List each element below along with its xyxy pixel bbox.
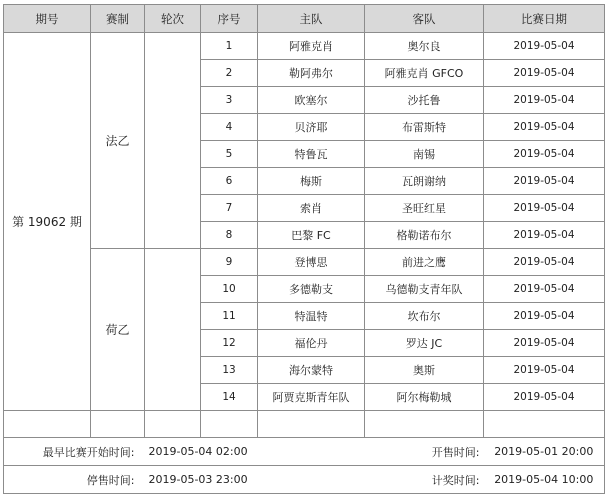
blank-cell — [258, 411, 365, 438]
match-number: 10 — [201, 276, 258, 303]
blank-cell — [91, 411, 145, 438]
match-date: 2019-05-04 — [484, 249, 605, 276]
sale-start-label: 开售时间: — [365, 438, 484, 466]
match-date: 2019-05-04 — [484, 330, 605, 357]
header-round: 轮次 — [145, 5, 201, 33]
table-row — [4, 33, 605, 60]
away-team: 阿雅克肖 GFCO — [365, 60, 484, 87]
match-date: 2019-05-04 — [484, 357, 605, 384]
award-label: 计奖时间: — [365, 466, 484, 494]
blank-row — [4, 411, 605, 438]
match-number: 8 — [201, 222, 258, 249]
match-number: 13 — [201, 357, 258, 384]
match-date: 2019-05-04 — [484, 141, 605, 168]
round-cell — [145, 249, 201, 411]
blank-cell — [201, 411, 258, 438]
away-team: 沙托鲁 — [365, 87, 484, 114]
period-cell: 第 19062 期 — [4, 33, 91, 411]
sale-stop-value: 2019-05-03 23:00 — [145, 466, 258, 494]
home-team: 特鲁瓦 — [258, 141, 365, 168]
blank-cell — [484, 411, 605, 438]
match-number: 5 — [201, 141, 258, 168]
away-team: 布雷斯特 — [365, 114, 484, 141]
footer-spacer — [258, 466, 365, 494]
round-cell — [145, 33, 201, 249]
home-team: 索肖 — [258, 195, 365, 222]
match-number: 11 — [201, 303, 258, 330]
footer-row-1 — [4, 438, 605, 466]
header-match-date: 比赛日期 — [484, 5, 605, 33]
home-team: 登博思 — [258, 249, 365, 276]
header-away-team: 客队 — [365, 5, 484, 33]
match-date: 2019-05-04 — [484, 33, 605, 60]
home-team: 多德勒支 — [258, 276, 365, 303]
home-team: 巴黎 FC — [258, 222, 365, 249]
match-date: 2019-05-04 — [484, 303, 605, 330]
match-number: 6 — [201, 168, 258, 195]
header-league: 赛制 — [91, 5, 145, 33]
header-number: 序号 — [201, 5, 258, 33]
home-team: 贝济耶 — [258, 114, 365, 141]
match-date: 2019-05-04 — [484, 114, 605, 141]
blank-cell — [145, 411, 201, 438]
footer-row-2 — [4, 466, 605, 494]
match-number: 12 — [201, 330, 258, 357]
match-date: 2019-05-04 — [484, 60, 605, 87]
away-team: 罗达 JC — [365, 330, 484, 357]
earliest-start-label: 最早比赛开始时间: — [4, 438, 145, 466]
home-team: 特温特 — [258, 303, 365, 330]
away-team: 坎布尔 — [365, 303, 484, 330]
blank-cell — [365, 411, 484, 438]
match-number: 9 — [201, 249, 258, 276]
match-date: 2019-05-04 — [484, 168, 605, 195]
away-team: 奥斯 — [365, 357, 484, 384]
away-team: 奥尔良 — [365, 33, 484, 60]
home-team: 福伦丹 — [258, 330, 365, 357]
award-value: 2019-05-04 10:00 — [484, 466, 605, 494]
match-date: 2019-05-04 — [484, 222, 605, 249]
match-date: 2019-05-04 — [484, 195, 605, 222]
match-number: 7 — [201, 195, 258, 222]
match-number: 14 — [201, 384, 258, 411]
footer-spacer — [258, 438, 365, 466]
match-number: 1 — [201, 33, 258, 60]
match-date: 2019-05-04 — [484, 87, 605, 114]
away-team: 阿尔梅勒城 — [365, 384, 484, 411]
away-team: 南锡 — [365, 141, 484, 168]
away-team: 格勒诺布尔 — [365, 222, 484, 249]
header-home-team: 主队 — [258, 5, 365, 33]
match-number: 2 — [201, 60, 258, 87]
match-date: 2019-05-04 — [484, 384, 605, 411]
match-number: 3 — [201, 87, 258, 114]
away-team: 乌德勒支青年队 — [365, 276, 484, 303]
match-number: 4 — [201, 114, 258, 141]
home-team: 阿雅克肖 — [258, 33, 365, 60]
away-team: 圣旺红星 — [365, 195, 484, 222]
sale-start-value: 2019-05-01 20:00 — [484, 438, 605, 466]
away-team: 前进之鹰 — [365, 249, 484, 276]
match-schedule-table — [3, 4, 605, 494]
sale-stop-label: 停售时间: — [4, 466, 145, 494]
earliest-start-value: 2019-05-04 02:00 — [145, 438, 258, 466]
match-date: 2019-05-04 — [484, 276, 605, 303]
blank-cell — [4, 411, 91, 438]
table-row — [4, 249, 605, 276]
league-cell: 法乙 — [91, 33, 145, 249]
header-period: 期号 — [4, 5, 91, 33]
home-team: 阿贾克斯青年队 — [258, 384, 365, 411]
league-cell: 荷乙 — [91, 249, 145, 411]
home-team: 欧塞尔 — [258, 87, 365, 114]
home-team: 梅斯 — [258, 168, 365, 195]
home-team: 海尔蒙特 — [258, 357, 365, 384]
home-team: 勒阿弗尔 — [258, 60, 365, 87]
away-team: 瓦朗谢纳 — [365, 168, 484, 195]
header-row — [4, 5, 605, 33]
